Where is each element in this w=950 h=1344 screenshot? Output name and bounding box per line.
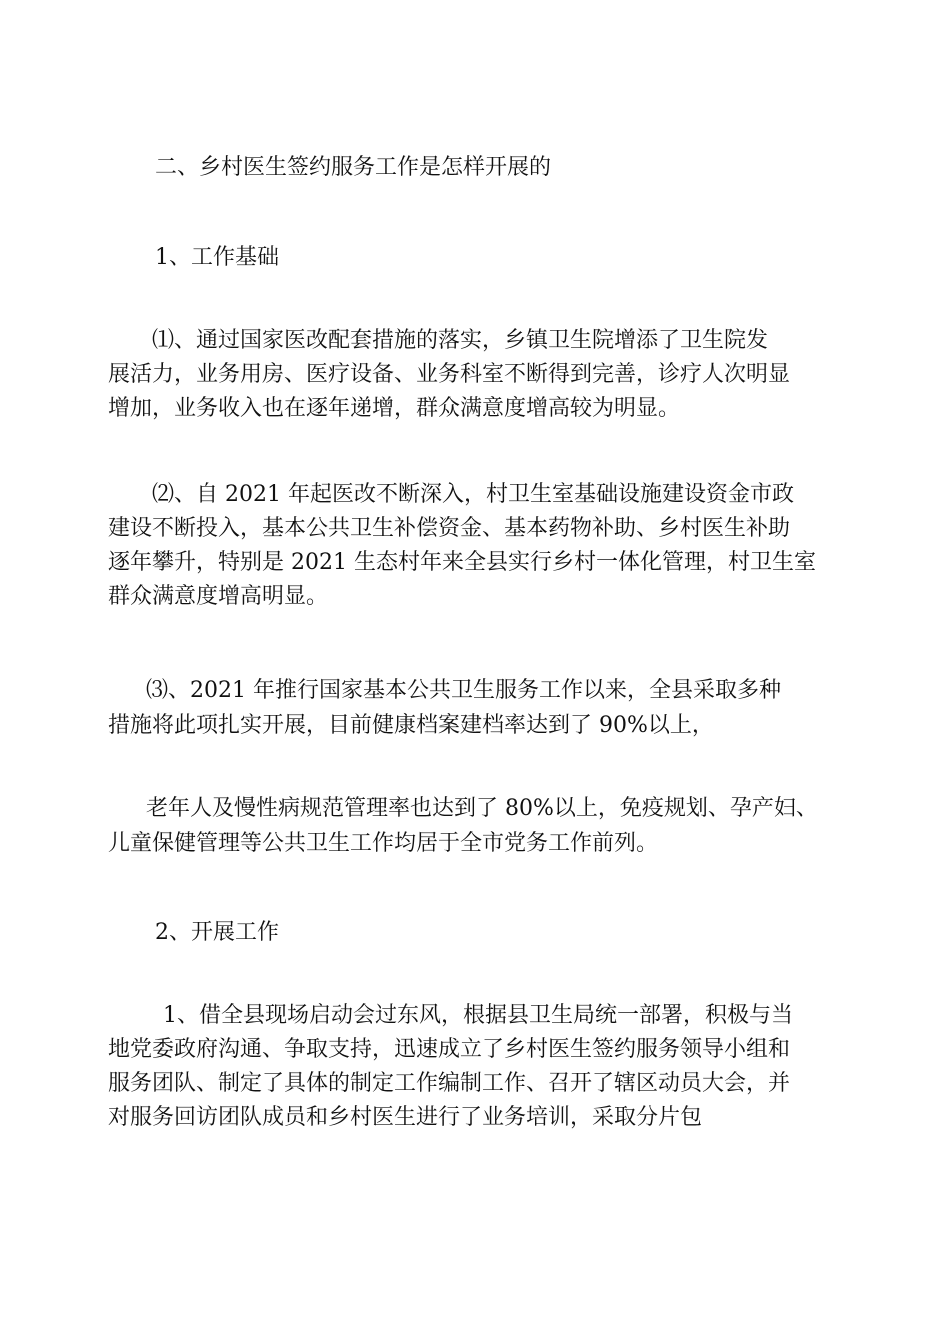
- paragraph-1-line-3: 增加，业务收入也在逐年递增，群众满意度增高较为明显。: [108, 396, 681, 421]
- paragraph-1-line-1: ⑴、通过国家医改配套措施的落实，乡镇卫生院增添了卫生院发: [152, 328, 769, 353]
- paragraph-4-line-2: 儿童保健管理等公共卫生工作均居于全市党务工作前列。: [108, 831, 659, 856]
- paragraph-2-line-4: 群众满意度增高明显。: [108, 584, 329, 609]
- paragraph-5-line-3: 服务团队、制定了具体的制定工作编制工作、召开了辖区动员大会，并: [108, 1071, 791, 1096]
- subsection-title-carry-out-work: 2、开展工作: [155, 920, 279, 945]
- paragraph-2-line-3: 逐年攀升，特别是 2021 生态村年来全县实行乡村一体化管理，村卫生室: [108, 550, 816, 575]
- paragraph-2-line-1: ⑵、自 2021 年起医改不断深入，村卫生室基础设施建设资金市政: [152, 482, 794, 507]
- paragraph-5-line-4: 对服务回访团队成员和乡村医生进行了业务培训，采取分片包: [108, 1105, 703, 1130]
- paragraph-1-line-2: 展活力，业务用房、医疗设备、业务科室不断得到完善，诊疗人次明显: [108, 362, 791, 387]
- paragraph-4-line-1: 老年人及慢性病规范管理率也达到了 80%以上，免疫规划、孕产妇、: [146, 796, 818, 821]
- section-heading: 二、乡村医生签约服务工作是怎样开展的: [155, 155, 552, 180]
- paragraph-5-line-1: 1、借全县现场启动会过东风，根据县卫生局统一部署，积极与当: [163, 1003, 793, 1028]
- paragraph-3-line-2: 措施将此项扎实开展，目前健康档案建档率达到了 90%以上，: [108, 713, 714, 738]
- subsection-title-work-basis: 1、工作基础: [155, 245, 279, 270]
- paragraph-3-line-1: ⑶、2021 年推行国家基本公共卫生服务工作以来，全县采取多种: [146, 678, 781, 703]
- paragraph-2-line-2: 建设不断投入，基本公共卫生补偿资金、基本药物补助、乡村医生补助: [108, 516, 791, 541]
- paragraph-5-line-2: 地党委政府沟通、争取支持，迅速成立了乡村医生签约服务领导小组和: [108, 1037, 791, 1062]
